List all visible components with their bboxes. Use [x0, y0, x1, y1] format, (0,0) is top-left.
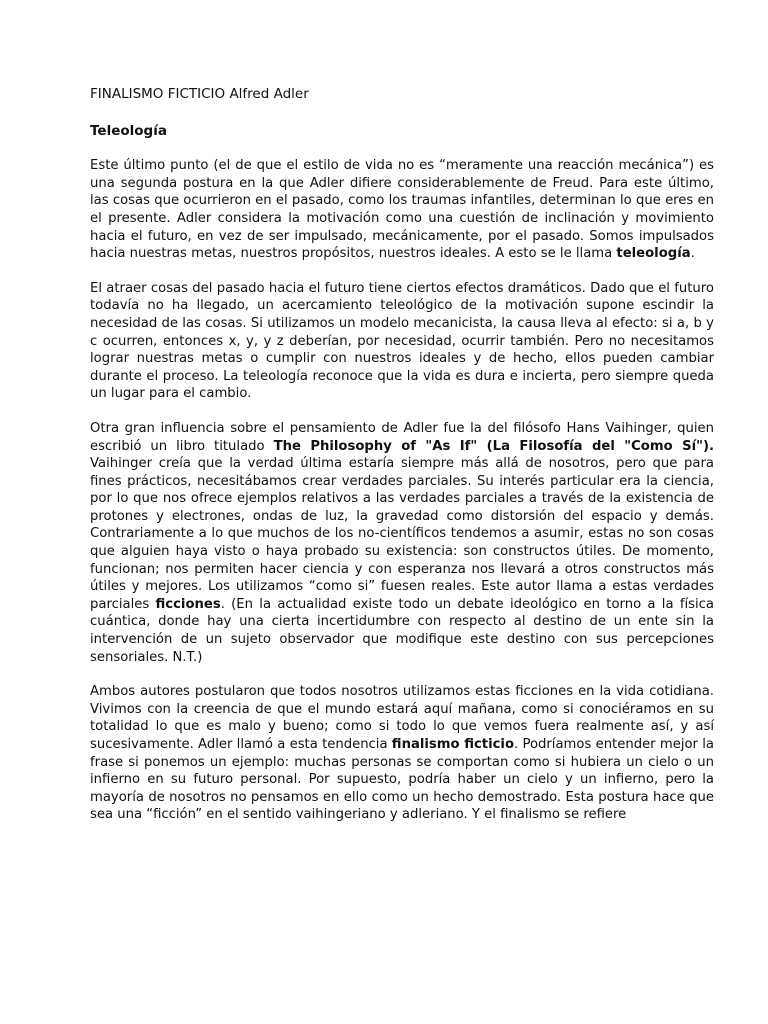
emphasis-term: teleología: [616, 246, 691, 262]
book-title: The Philosophy of "As If" (La Filosofía del "Como Sí").: [273, 438, 714, 454]
paragraph-1: [90, 157, 714, 263]
emphasis-term: finalismo ficticio: [391, 737, 515, 752]
paragraph-text: . Podríamos entender mejor la frase si ponemos un ejemplo: muchas personas se comportan como si hubiera un cielo o un infierno en su futuro personal. Por supuesto, podría haber un cielo y un infierno, pero la mayoría de nosotros no pensamos en ello como un hecho demostrado. Esta postura hace que sea una “ficción” en el sentido vaihingeriano y adleriano. Y el finalismo se refiere: [90, 737, 714, 823]
document-title: FINALISMO FICTICIO Alfred Adler: [90, 86, 309, 102]
paragraph-text: Vaihinger creía que la verdad última estaría siempre más allá de nosotros, pero que para fines prácticos, necesitábamos crear verdades parciales. Su interés particular era la ciencia, por lo que nos ofrece ejemplos relativos a las verdades parciales a través de la existencia de protones y electrones, ondas de luz, la gravedad como distorsión del espacio y demás. Contrariamente a lo que muchos de los no-científicos tendemos a asumir, estas no son cosas que alguien haya visto o haya probado su existencia: son constructos útiles. De momento, funcionan; nos permiten hacer ciencia y con esperanza nos llevará a otros constructos más útiles y mejores. Los utilizamos “como si” fuesen reales. Este autor llama a estas verdades parciales: [90, 456, 714, 612]
document-page: [90, 86, 714, 841]
paragraph-3: [90, 420, 714, 666]
paragraph-text: Otra gran influencia sobre el pensamiento de Adler fue la del filósofo Hans Vaihinger, quien escribió un libro titulado: [90, 420, 714, 454]
paragraph-text: . (En la actualidad existe todo un debate ideológico en torno a la física cuántica, donde hay una cierta incertidumbre con respecto al destino de un ente sin la intervención de un sujeto observador que modifique este destino con sus percepciones sensoriales. N.T.): [90, 596, 714, 665]
emphasis-term: ficciones: [155, 596, 221, 612]
section-heading: Teleología: [90, 122, 167, 139]
paragraph-text: .: [690, 246, 695, 262]
paragraph-text: Este último punto (el de que el estilo de vida no es “meramente una reacción mecánica”) es una segunda postura en la que Adler difiere considerablemente de Freud. Para este último, las cosas que ocurrieron en el pasado, como los traumas infantiles, determinan lo que eres en el presente. Adler considera la motivación como una cuestión de inclinación y movimiento hacia el futuro, en vez de ser impulsado, mecánicamente, por el pasado. Somos impulsados hacia nuestras metas, nuestros propósitos, nuestros ideales. A esto se le llama: [90, 158, 714, 262]
paragraph-4: [90, 683, 714, 824]
paragraph-text: Ambos autores postularon que todos nosotros utilizamos estas ficciones en la vida cotidiana. Vivimos con la creencia de que el mundo estará aquí mañana, como si conociéramos en su totalidad lo que es malo y bueno; como si todo lo que vemos fuera realmente así, y así sucesivamente. Adler llamó a esta tendencia: [90, 684, 714, 752]
paragraph-text: El atraer cosas del pasado hacia el futuro tiene ciertos efectos dramáticos. Dado que el futuro todavía no ha llegado, un acercamiento teleológico de la motivación supone escindir la necesidad de las cosas. Si utilizamos un modelo mecanicista, la causa lleva al efecto: si a, b y c ocurren, entonces x, y, y z deberían, por necesidad, ocurrir también. Pero no necesitamos lograr nuestras metas o cumplir con nuestros ideales y de hecho, ellos pueden cambiar durante el proceso. La teleología reconoce que la vida es dura e incierta, pero siempre queda un lugar para el cambio.: [90, 280, 714, 402]
paragraph-2: [90, 280, 714, 403]
